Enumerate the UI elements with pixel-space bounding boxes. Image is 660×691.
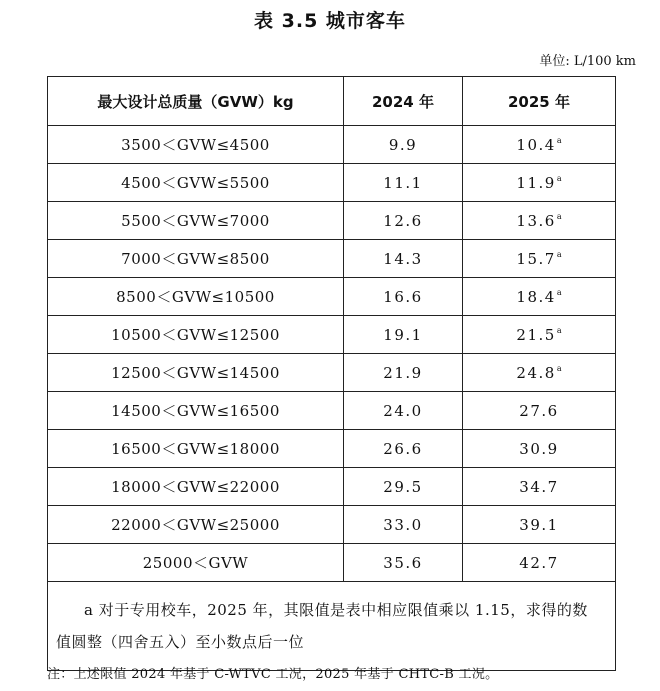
limit-2025-cell (463, 278, 616, 316)
limit-2024-cell: 29.5 (344, 468, 463, 506)
table-row (48, 126, 616, 164)
limit-2025-cell (463, 164, 616, 202)
gvw-range-cell: 16500＜GVW≤18000 (48, 430, 344, 468)
limit-2025-cell (463, 544, 616, 582)
limit-2025-value: 10.4 (516, 135, 556, 154)
gvw-range-cell: 14500＜GVW≤16500 (48, 392, 344, 430)
gvw-range-cell: 4500＜GVW≤5500 (48, 164, 344, 202)
header-2025: 2025 年 (463, 77, 616, 126)
school-bus-footnote-mark: a (556, 249, 562, 259)
table-row (48, 278, 616, 316)
table-header-row (48, 77, 616, 126)
limit-2025-value: 39.1 (519, 515, 559, 534)
table-row (48, 316, 616, 354)
gvw-range-cell: 25000＜GVW (48, 544, 344, 582)
limit-2024-cell: 11.1 (344, 164, 463, 202)
limit-2025-value: 18.4 (516, 287, 556, 306)
header-gvw: 最大设计总质量（GVW）kg (48, 77, 344, 126)
limit-2025-cell (463, 506, 616, 544)
gvw-range-cell: 22000＜GVW≤25000 (48, 506, 344, 544)
limit-2025-value: 21.5 (516, 325, 556, 344)
gvw-range-cell: 7000＜GVW≤8500 (48, 240, 344, 278)
table-row (48, 544, 616, 582)
limits-table (47, 76, 616, 671)
limit-2025-cell (463, 392, 616, 430)
limit-2025-value: 42.7 (519, 553, 559, 572)
limit-2025-cell (463, 240, 616, 278)
table-row (48, 392, 616, 430)
header-2024: 2024 年 (344, 77, 463, 126)
limit-2025-cell (463, 468, 616, 506)
limit-2025-value: 24.8 (516, 363, 556, 382)
limit-2025-cell (463, 316, 616, 354)
table-row (48, 468, 616, 506)
limit-2024-cell: 14.3 (344, 240, 463, 278)
school-bus-footnote-mark: a (556, 363, 562, 373)
table-row (48, 354, 616, 392)
limit-2024-cell: 24.0 (344, 392, 463, 430)
limit-2025-cell (463, 430, 616, 468)
table-row (48, 202, 616, 240)
school-bus-footnote-mark: a (556, 287, 562, 297)
limit-2024-cell: 33.0 (344, 506, 463, 544)
limit-2024-cell: 35.6 (344, 544, 463, 582)
school-bus-footnote-mark: a (556, 135, 562, 145)
footnote-row (48, 582, 616, 671)
table-title: 表 3.5 城市客车 (254, 10, 406, 32)
school-bus-footnote-mark: a (556, 173, 562, 183)
limit-2025-value: 34.7 (519, 477, 559, 496)
gvw-range-cell: 18000＜GVW≤22000 (48, 468, 344, 506)
gvw-range-cell: 10500＜GVW≤12500 (48, 316, 344, 354)
limit-2025-cell (463, 202, 616, 240)
table-note: 注：上述限值 2024 年基于 C-WTVC 工况，2025 年基于 CHTC-B 工况。 (47, 667, 499, 682)
footnote-text: a 对于专用校车，2025 年，其限值是表中相应限值乘以 1.15，求得的数值圆整（四舍五入）至小数点后一位 (56, 601, 588, 651)
table-row (48, 430, 616, 468)
school-bus-footnote-mark: a (556, 325, 562, 335)
footnote-cell (48, 582, 616, 671)
limit-2024-cell: 12.6 (344, 202, 463, 240)
limit-2025-value: 13.6 (516, 211, 556, 230)
unit-label: 单位: L/100 km (539, 54, 636, 69)
gvw-range-cell: 3500＜GVW≤4500 (48, 126, 344, 164)
gvw-range-cell: 8500＜GVW≤10500 (48, 278, 344, 316)
table-row (48, 506, 616, 544)
limit-2025-value: 15.7 (516, 249, 556, 268)
limit-2024-cell: 16.6 (344, 278, 463, 316)
limit-2025-value: 27.6 (519, 401, 559, 420)
gvw-range-cell: 5500＜GVW≤7000 (48, 202, 344, 240)
table-row (48, 240, 616, 278)
limit-2025-value: 30.9 (519, 439, 559, 458)
limit-2024-cell: 9.9 (344, 126, 463, 164)
limit-2025-value: 11.9 (516, 173, 556, 192)
limit-2024-cell: 26.6 (344, 430, 463, 468)
table-body (48, 126, 616, 582)
gvw-range-cell: 12500＜GVW≤14500 (48, 354, 344, 392)
limit-2025-cell (463, 126, 616, 164)
limit-2025-cell (463, 354, 616, 392)
school-bus-footnote-mark: a (556, 211, 562, 221)
limit-2024-cell: 21.9 (344, 354, 463, 392)
table-row (48, 164, 616, 202)
limit-2024-cell: 19.1 (344, 316, 463, 354)
